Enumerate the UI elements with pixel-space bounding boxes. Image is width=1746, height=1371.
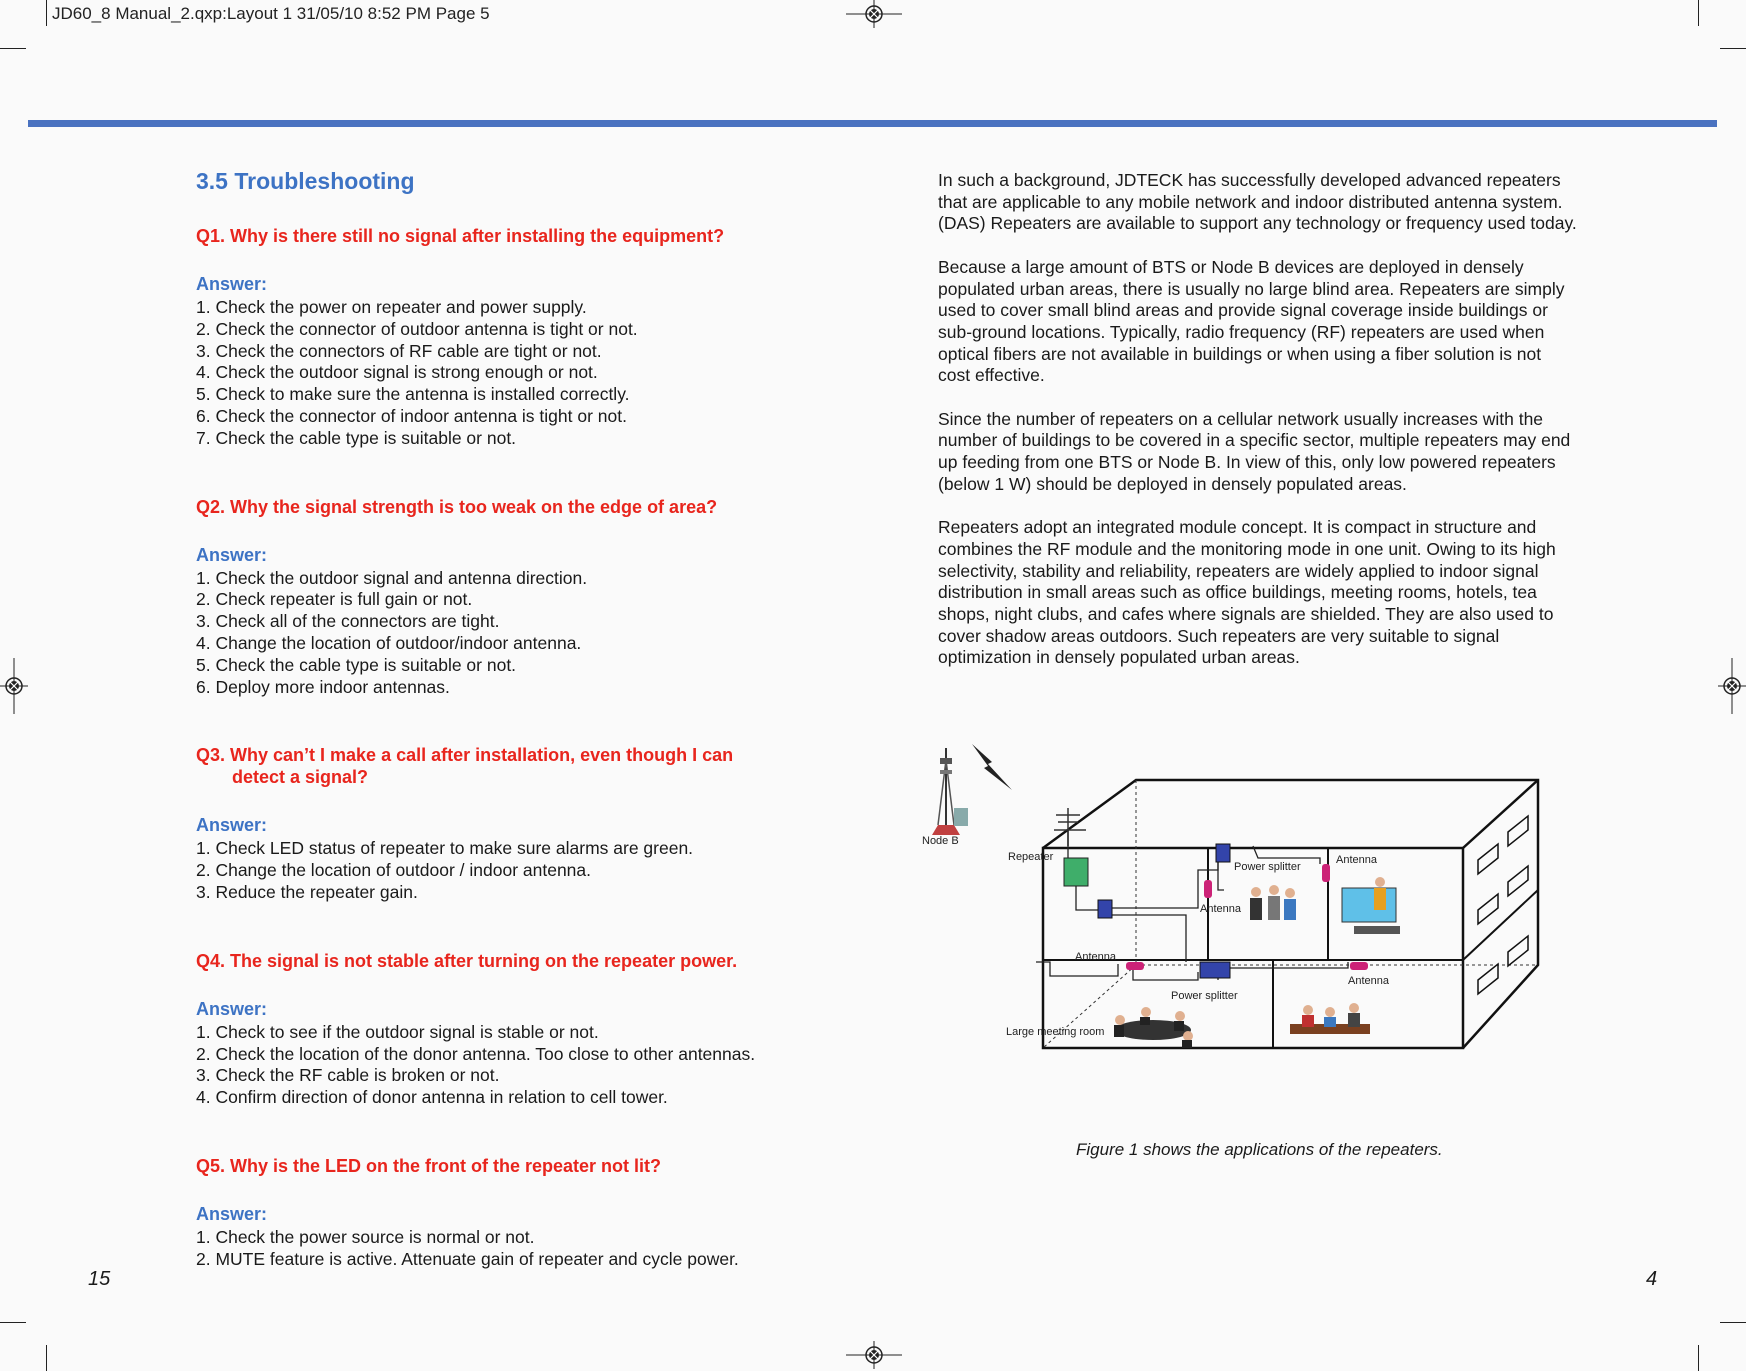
answer-list [196,838,836,903]
indoor-antenna-icon [1126,962,1144,970]
page-number-right: 4 [1646,1268,1658,1290]
list-item: 7. Check the cable type is suitable or not. [196,427,517,448]
question-text: Q3. Why can’t I make a call after installation, even though I can [196,745,734,766]
question-text: Q5. Why is the LED on the front of the repeater not lit? [196,1155,662,1176]
meeting-table-icon [1114,1007,1193,1048]
faq-question [196,950,836,972]
registration-mark-icon [1718,658,1746,714]
office-people-icon [1250,885,1296,920]
power-splitter-unit [1216,844,1230,862]
list-item: 3. Check the RF cable is broken or not. [196,1065,500,1086]
power-splitter-label: Power splitter [1234,861,1301,873]
list-item: 2. Check the connector of outdoor antenna is tight or not. [196,318,638,339]
page-number-left: 15 [88,1268,111,1290]
list-item: 1. Check to see if the outdoor signal is stable or not. [196,1021,599,1042]
figure-caption: Figure 1 shows the applications of the repeaters. [1076,1140,1443,1159]
list-item: 2. MUTE feature is active. Attenuate gain of repeater and cycle power. [196,1248,739,1269]
list-item: 1. Check the outdoor signal and antenna direction. [196,567,588,588]
list-item: 1. Check LED status of repeater to make sure alarms are green. [196,838,694,859]
crop-mark [1698,0,1699,26]
meeting-group-icon [1290,1003,1370,1034]
print-slug: JD60_8 Manual_2.qxp:Layout 1 31/05/10 8:52 PM Page 5 [52,4,490,23]
antenna-label: Antenna [1336,854,1377,866]
faq-question [196,225,836,247]
crop-mark [46,1345,47,1371]
left-page [196,168,836,1317]
repeater-unit [1064,858,1088,886]
body-paragraph: Since the number of repeaters on a cellular network usually increases with the number of buildings to be covered in a specific sector, multiple repeaters may end up feeding from one BTS or Node B. In view of this, only low powered repeaters (below 1 W) should be deployed in densely populated areas. [938,408,1571,494]
body-paragraph: Because a large amount of BTS or Node B devices are deployed in densely populated urban areas, there is usually no large blind area. Repeaters are simply used to cover small blind areas and provide signal coverage inside buildings or sub-ground locations. Typically, radio frequency (RF) repeaters are used when optical fibers are not available in buildings or when using a fiber solution is not cost effective. [938,256,1565,386]
crop-mark [1720,1322,1746,1323]
antenna-label: Antenna [1200,903,1241,915]
list-item: 5. Check the cable type is suitable or not. [196,654,517,675]
registration-mark-icon [846,0,902,28]
section-title: 3.5 Troubleshooting [196,168,415,194]
meeting-room-label: Large meeting room [1006,1026,1105,1038]
answer-label: Answer: [196,998,268,1019]
question-text: Q1. Why is there still no signal after installing the equipment? [196,226,725,246]
office-scene-icon [1342,877,1400,934]
faq-question [196,1155,836,1177]
crop-mark [0,1322,26,1323]
answer-label: Answer: [196,274,268,294]
list-item: 3. Check all of the connectors are tight. [196,611,500,632]
answer-label: Answer: [196,544,268,565]
list-item: 3. Check the connectors of RF cable are tight or not. [196,340,602,361]
antenna-label: Antenna [1075,951,1116,963]
signal-bolt-icon [972,744,1012,790]
faq-item [196,496,836,699]
header-rule [28,120,1717,127]
faq-item [196,950,836,1109]
crop-mark [1698,1345,1699,1371]
answer-list [196,297,836,450]
repeater-application-diagram [918,740,1558,1085]
answer-label: Answer: [196,815,268,836]
question-text: Q2. Why the signal strength is too weak on the edge of area? [196,496,718,517]
list-item: 6. Check the connector of indoor antenna is tight or not. [196,405,627,426]
crop-mark [0,48,26,49]
body-paragraph: In such a background, JDTECK has successfully developed advanced repeaters that are applicable to any mobile network and indoor distributed antenna system. (DAS) Repeaters are available to support any technology or frequency used today. [938,170,1577,234]
cell-tower-icon [932,748,968,835]
list-item: 4. Confirm direction of donor antenna in relation to cell tower. [196,1087,668,1108]
question-text-continued: detect a signal? [232,767,369,788]
crop-mark [46,0,47,26]
list-item: 1. Check the power source is normal or not. [196,1226,535,1247]
repeater-label: Repeater [1008,851,1054,863]
list-item: 6. Deploy more indoor antennas. [196,676,450,697]
list-item: 5. Check to make sure the antenna is installed correctly. [196,384,630,405]
registration-mark-icon [846,1341,902,1369]
answer-list [196,568,836,699]
power-splitter-unit [1200,962,1230,978]
answer-list [196,1022,836,1109]
registration-mark-icon [0,658,28,714]
body-paragraph: Repeaters adopt an integrated module concept. It is compact in structure and combines the RF module and the monitoring mode in one unit. Owing to its high selectivity, stability and reliability, repeaters are widely applied to indoor signal distribution in small areas such as office buildings, meeting rooms, hotels, tea shops, night clubs, and cafes where signals are shielded. They are also used to cover shadow areas outdoors. Such repeaters are very suitable to signal optimization in densely populated urban areas. [938,517,1556,668]
indoor-antenna-icon [1350,962,1368,970]
answer-list [196,1227,836,1271]
indoor-antenna-icon [1204,880,1212,898]
list-item: 1. Check the power on repeater and power supply. [196,297,587,317]
antenna-label: Antenna [1348,975,1389,987]
list-item: 2. Change the location of outdoor / indoor antenna. [196,860,592,881]
question-text: Q4. The signal is not stable after turning on the repeater power. [196,950,738,971]
coupler-unit [1098,900,1112,918]
list-item: 2. Check repeater is full gain or not. [196,589,473,610]
crop-mark [1720,48,1746,49]
right-page [938,170,1578,691]
answer-label: Answer: [196,1203,268,1224]
power-splitter-label: Power splitter [1171,990,1238,1002]
indoor-antenna-icon [1322,864,1330,882]
list-item: 4. Change the location of outdoor/indoor antenna. [196,632,582,653]
faq-question [196,496,836,518]
faq-item [196,1155,836,1271]
faq-question [196,744,836,788]
list-item: 4. Check the outdoor signal is strong enough or not. [196,362,598,383]
faq-item [196,225,836,450]
list-item: 3. Reduce the repeater gain. [196,881,418,902]
list-item: 2. Check the location of the donor antenna. Too close to other antennas. [196,1043,756,1064]
node-b-label: Node B [922,835,959,847]
faq-item [196,744,836,903]
